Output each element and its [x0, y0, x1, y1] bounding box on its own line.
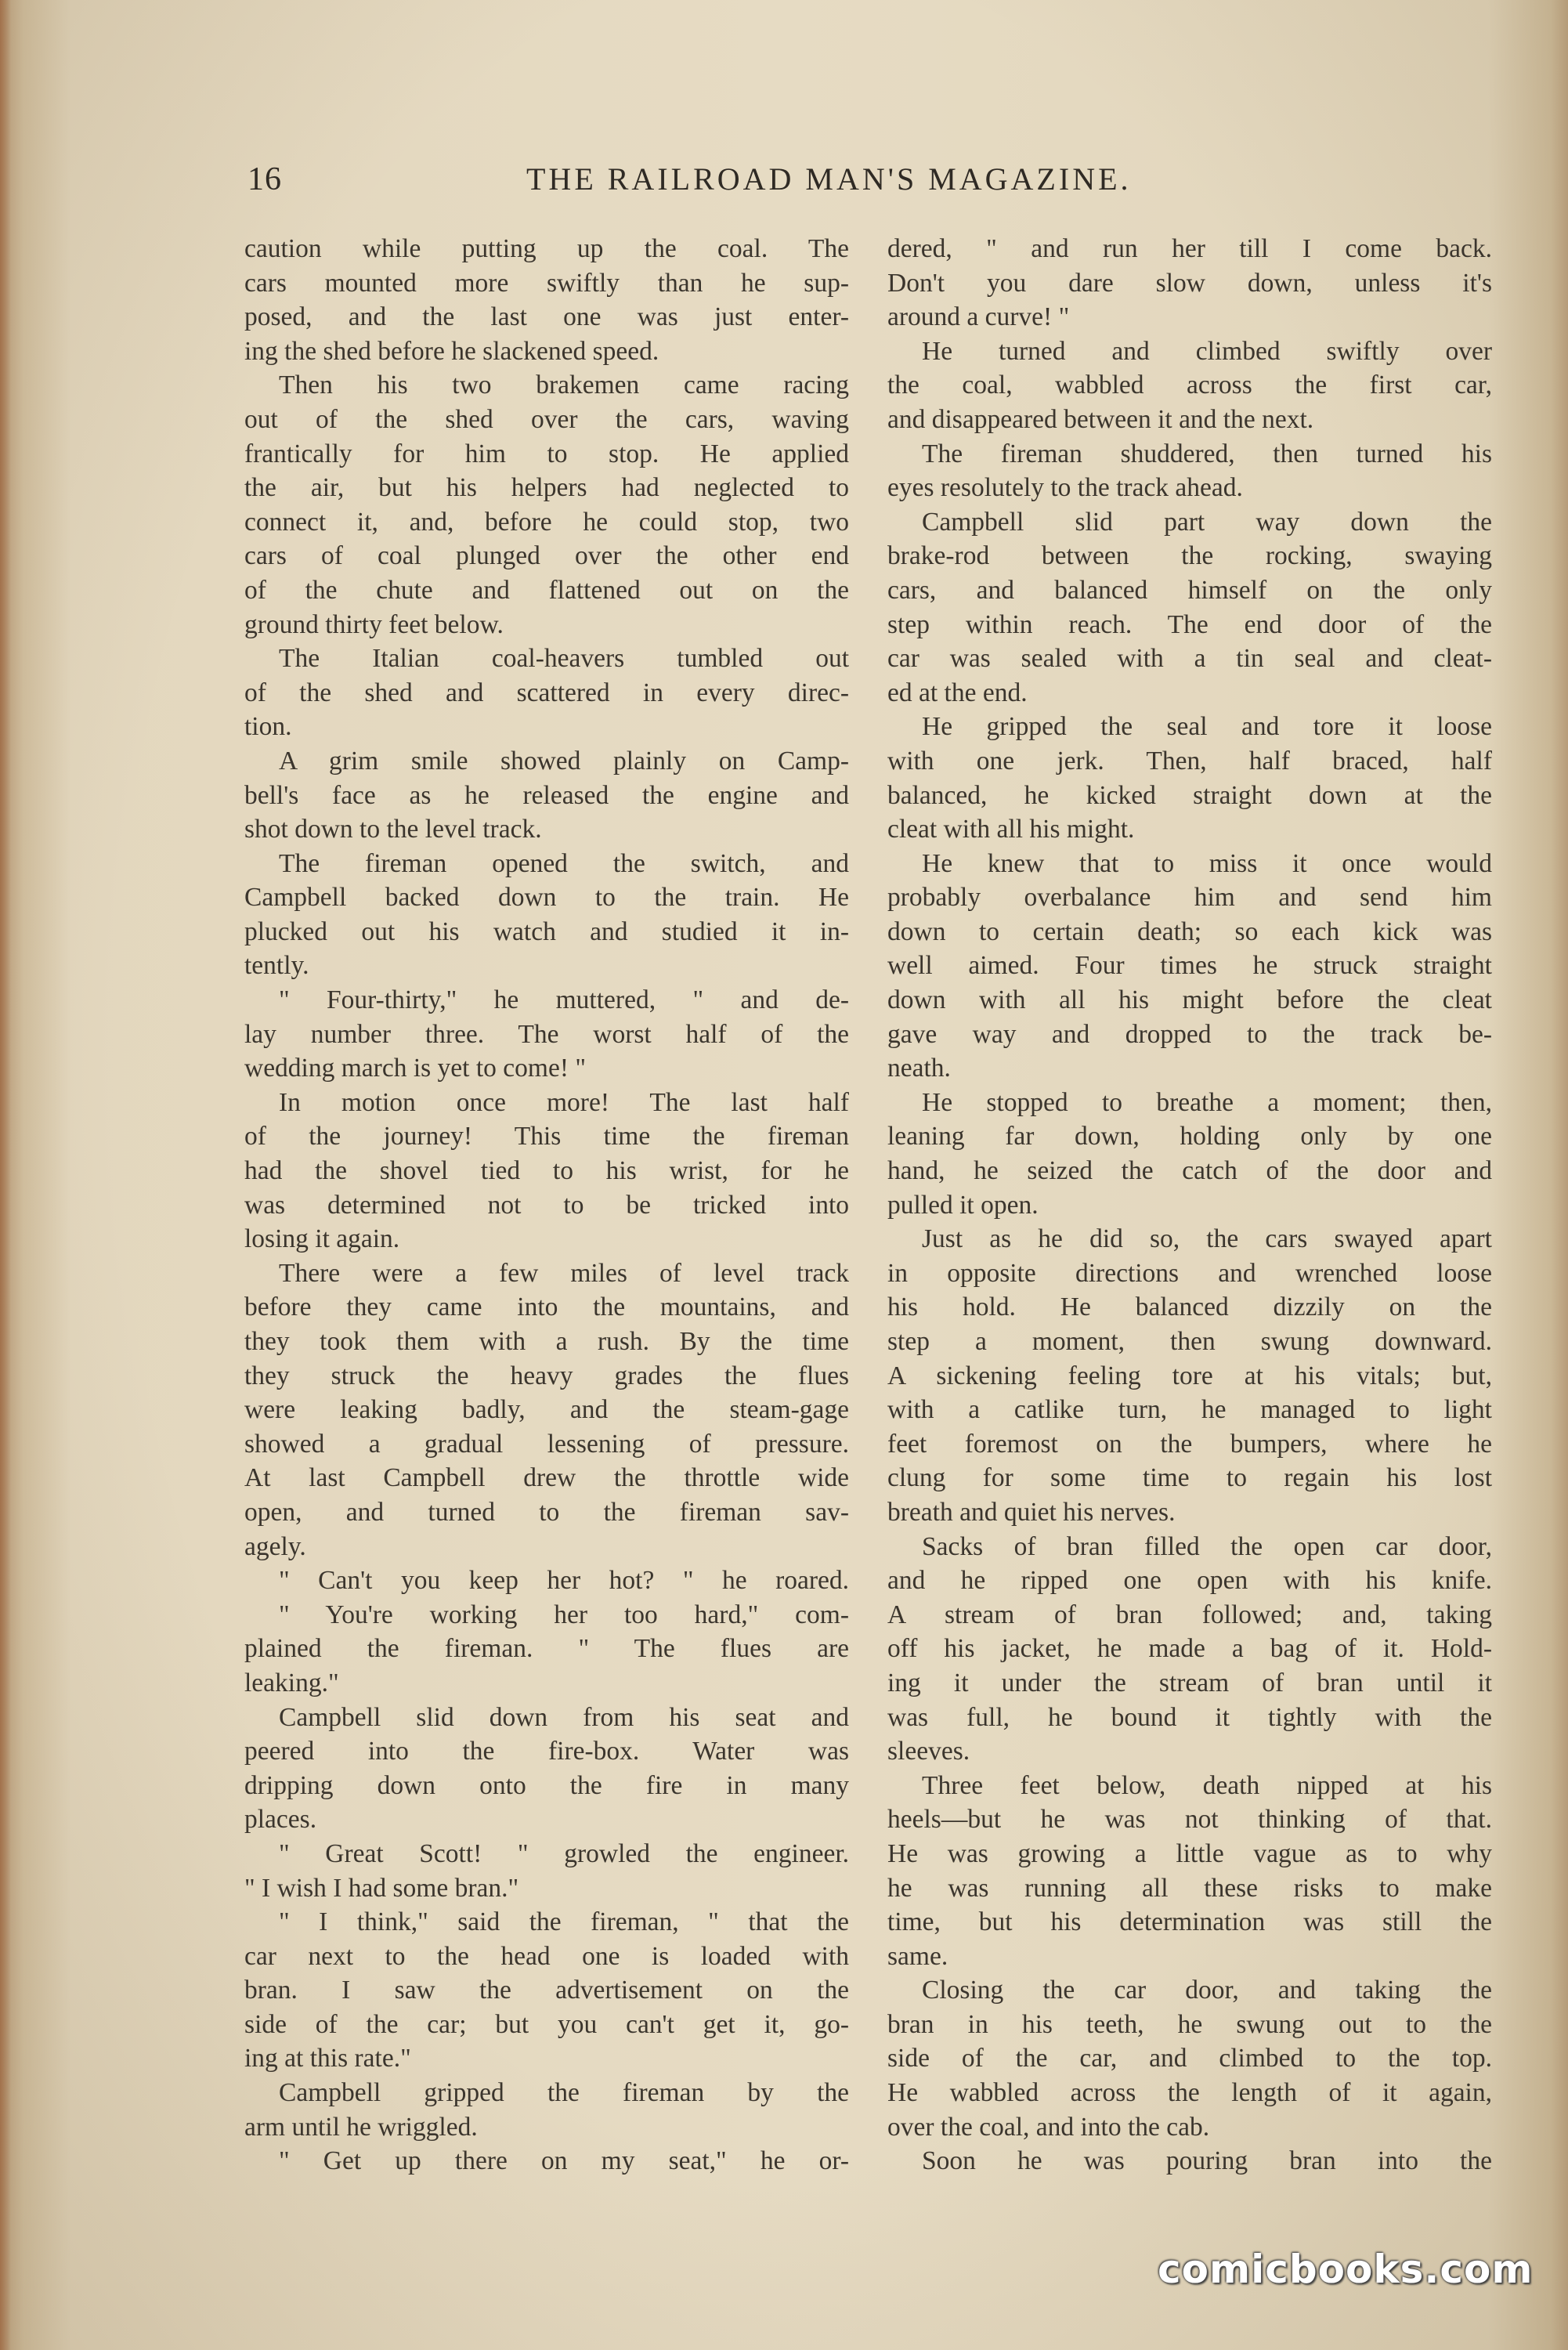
left-column-line: cars mounted more swiftly than he sup- [244, 268, 849, 298]
right-column-line: The fireman shuddered, then turned his [922, 439, 1492, 468]
left-column-line: of the chute and flattened out on the [244, 575, 849, 605]
right-column-line: ing it under the stream of bran until it [887, 1668, 1492, 1697]
left-column-line: " I wish I had some bran." [244, 1873, 519, 1903]
left-column-line: Campbell backed down to the train. He [244, 883, 849, 913]
left-column-line: " Can't you keep her hot? " he roared. [279, 1566, 849, 1596]
left-column-line: they took them with a rush. By the time [244, 1327, 849, 1356]
left-column-line: Campbell slid down from his seat and [279, 1702, 849, 1732]
left-column-line: At last Campbell drew the throttle wide [244, 1463, 849, 1493]
right-column-line: He turned and climbed swiftly over [922, 336, 1492, 366]
left-column-line: plained the fireman. " The flues are [244, 1634, 849, 1664]
page-header [247, 161, 1297, 208]
left-column-line: " I think," said the fireman, " that the [279, 1907, 849, 1937]
left-text-column [244, 232, 849, 2178]
right-column-line: car was sealed with a tin seal and cleat- [887, 644, 1492, 674]
left-column-line: leaking." [244, 1668, 339, 1697]
left-column-line: were leaking badly, and the steam-gage [244, 1395, 849, 1425]
left-column-line: The Italian coal-heavers tumbled out [279, 644, 849, 674]
left-column-line: " You're working her too hard," com- [279, 1600, 849, 1629]
left-column-line: The fireman opened the switch, and [279, 848, 849, 878]
left-column-line: " Get up there on my seat," he or- [279, 2146, 849, 2176]
right-column-line: He stopped to breathe a moment; then, [922, 1087, 1492, 1117]
right-column-line: down with all his might before the cleat [887, 985, 1492, 1015]
right-column-line: around a curve! " [887, 302, 1070, 332]
left-column-line: wedding march is yet to come! " [244, 1054, 587, 1083]
left-column-line: connect it, and, before he could stop, two [244, 507, 849, 537]
right-column-line: leaning far down, holding only by one [887, 1122, 1492, 1152]
right-column-line: time, but his determination was still the [887, 1907, 1492, 1937]
right-column-line: Three feet below, death nipped at his [922, 1770, 1492, 1800]
right-column-line: probably overbalance him and send him [887, 883, 1492, 913]
right-column-line: He knew that to miss it once would [922, 848, 1492, 878]
left-column-line: arm until he wriggled. [244, 2112, 478, 2142]
right-column-line: side of the car, and climbed to the top. [887, 2044, 1492, 2073]
watermark-logo: comicbooks.com [1158, 2247, 1534, 2292]
right-column-line: step within reach. The end door of the [887, 609, 1492, 639]
right-column-line: hand, he seized the catch of the door and [887, 1156, 1492, 1186]
left-column-line: of the journey! This time the fireman [244, 1122, 849, 1152]
right-column-line: his hold. He balanced dizzily on the [887, 1292, 1492, 1322]
left-column-line: places. [244, 1805, 317, 1835]
left-column-line: plucked out his watch and studied it in- [244, 916, 849, 946]
right-column-line: balanced, he kicked straight down at the [887, 780, 1492, 810]
right-text-column [887, 232, 1492, 2178]
left-column-line: ing at this rate." [244, 2044, 411, 2073]
left-column-line: peered into the fire-box. Water was [244, 1737, 849, 1766]
left-column-line: frantically for him to stop. He applied [244, 439, 849, 468]
right-column-line: heels—but he was not thinking of that. [887, 1805, 1492, 1835]
left-column-line: the air, but his helpers had neglected to [244, 473, 849, 503]
left-column-line: losing it again. [244, 1224, 400, 1254]
right-column-line: A sickening feeling tore at his vitals; but, [887, 1361, 1492, 1390]
left-column-line: A grim smile showed plainly on Camp- [279, 746, 849, 776]
right-column-line: in opposite directions and wrenched loose [887, 1258, 1492, 1288]
running-title: THE RAILROAD MAN'S MAGAZINE. [526, 161, 1132, 197]
right-column-line: Don't you dare slow down, unless it's [887, 268, 1492, 298]
right-column-line: sleeves. [887, 1737, 970, 1766]
right-column-line: well aimed. Four times he struck straight [887, 951, 1492, 981]
right-column-line: Sacks of bran filled the open car door, [922, 1531, 1492, 1561]
left-column-line: agely. [244, 1531, 306, 1561]
right-column-line: he was running all these risks to make [887, 1873, 1492, 1903]
right-column-line: bran in his teeth, he swung out to the [887, 2009, 1492, 2039]
right-column-line: eyes resolutely to the track ahead. [887, 473, 1243, 503]
left-column-line: Then his two brakemen came racing [279, 371, 849, 400]
right-column-line: and disappeared between it and the next. [887, 404, 1314, 434]
left-column-line: side of the car; but you can't get it, go- [244, 2009, 849, 2039]
left-column-line: " Four-thirty," he muttered, " and de- [279, 985, 849, 1015]
left-column-line: car next to the head one is loaded with [244, 1941, 849, 1971]
right-column-line: breath and quiet his nerves. [887, 1497, 1176, 1527]
right-column-line: cars, and balanced himself on the only [887, 575, 1492, 605]
right-column-line: was full, he bound it tightly with the [887, 1702, 1492, 1732]
left-column-line: ing the shed before he slackened speed. [244, 336, 659, 366]
left-column-line: showed a gradual lessening of pressure. [244, 1429, 849, 1459]
right-column-line: pulled it open. [887, 1190, 1039, 1220]
right-column-line: step a moment, then swung downward. [887, 1327, 1492, 1356]
left-column-line: bran. I saw the advertisement on the [244, 1976, 849, 2005]
left-column-line: posed, and the last one was just enter- [244, 302, 849, 332]
left-column-line: open, and turned to the fireman sav- [244, 1497, 849, 1527]
right-column-line: with a catlike turn, he managed to light [887, 1395, 1492, 1425]
left-column-line: out of the shed over the cars, waving [244, 404, 849, 434]
right-column-line: A stream of bran followed; and, taking [887, 1600, 1492, 1629]
right-column-line: off his jacket, he made a bag of it. Hold- [887, 1634, 1492, 1664]
right-column-line: He was growing a little vague as to why [887, 1838, 1492, 1868]
page-number: 16 [247, 161, 282, 197]
right-column-line: gave way and dropped to the track be- [887, 1019, 1492, 1049]
right-column-line: feet foremost on the bumpers, where he [887, 1429, 1492, 1459]
right-column-line: ed at the end. [887, 678, 1028, 707]
left-column-line: of the shed and scattered in every direc- [244, 678, 849, 707]
right-column-line: same. [887, 1941, 948, 1971]
left-column-line: " Great Scott! " growled the engineer. [279, 1838, 849, 1868]
right-column-line: brake-rod between the rocking, swaying [887, 541, 1492, 571]
left-column-line: dripping down onto the fire in many [244, 1770, 849, 1800]
right-column-line: with one jerk. Then, half braced, half [887, 746, 1492, 776]
right-column-line: neath. [887, 1054, 951, 1083]
left-column-line: There were a few miles of level track [279, 1258, 849, 1288]
left-column-line: In motion once more! The last half [279, 1087, 849, 1117]
right-column-line: down to certain death; so each kick was [887, 916, 1492, 946]
left-column-line: ground thirty feet below. [244, 609, 504, 639]
right-column-line: Campbell slid part way down the [922, 507, 1492, 537]
left-column-line: Campbell gripped the fireman by the [279, 2078, 849, 2108]
page-edge-shadow [0, 0, 11, 2350]
left-column-line: shot down to the level track. [244, 815, 542, 844]
right-column-line: cleat with all his might. [887, 815, 1135, 844]
right-column-line: He gripped the seal and tore it loose [922, 712, 1492, 742]
right-column-line: Closing the car door, and taking the [922, 1976, 1492, 2005]
right-column-line: over the coal, and into the cab. [887, 2112, 1210, 2142]
right-column-line: the coal, wabbled across the first car, [887, 371, 1492, 400]
right-column-line: Just as he did so, the cars swayed apart [922, 1224, 1492, 1254]
left-column-line: was determined not to be tricked into [244, 1190, 849, 1220]
left-column-line: tently. [244, 951, 309, 981]
left-column-line: bell's face as he released the engine and [244, 780, 849, 810]
right-column-line: He wabbled across the length of it again, [887, 2078, 1492, 2108]
left-column-line: lay number three. The worst half of the [244, 1019, 849, 1049]
right-column-line: and he ripped one open with his knife. [887, 1566, 1492, 1596]
right-column-line: clung for some time to regain his lost [887, 1463, 1492, 1493]
left-column-line: had the shovel tied to his wrist, for he [244, 1156, 849, 1186]
left-column-line: they struck the heavy grades the flues [244, 1361, 849, 1390]
left-column-line: before they came into the mountains, and [244, 1292, 849, 1322]
right-column-line: Soon he was pouring bran into the [922, 2146, 1492, 2176]
left-column-line: tion. [244, 712, 292, 742]
left-column-line: caution while putting up the coal. The [244, 234, 849, 263]
right-column-line: dered, " and run her till I come back. [887, 234, 1492, 263]
left-column-line: cars of coal plunged over the other end [244, 541, 849, 571]
